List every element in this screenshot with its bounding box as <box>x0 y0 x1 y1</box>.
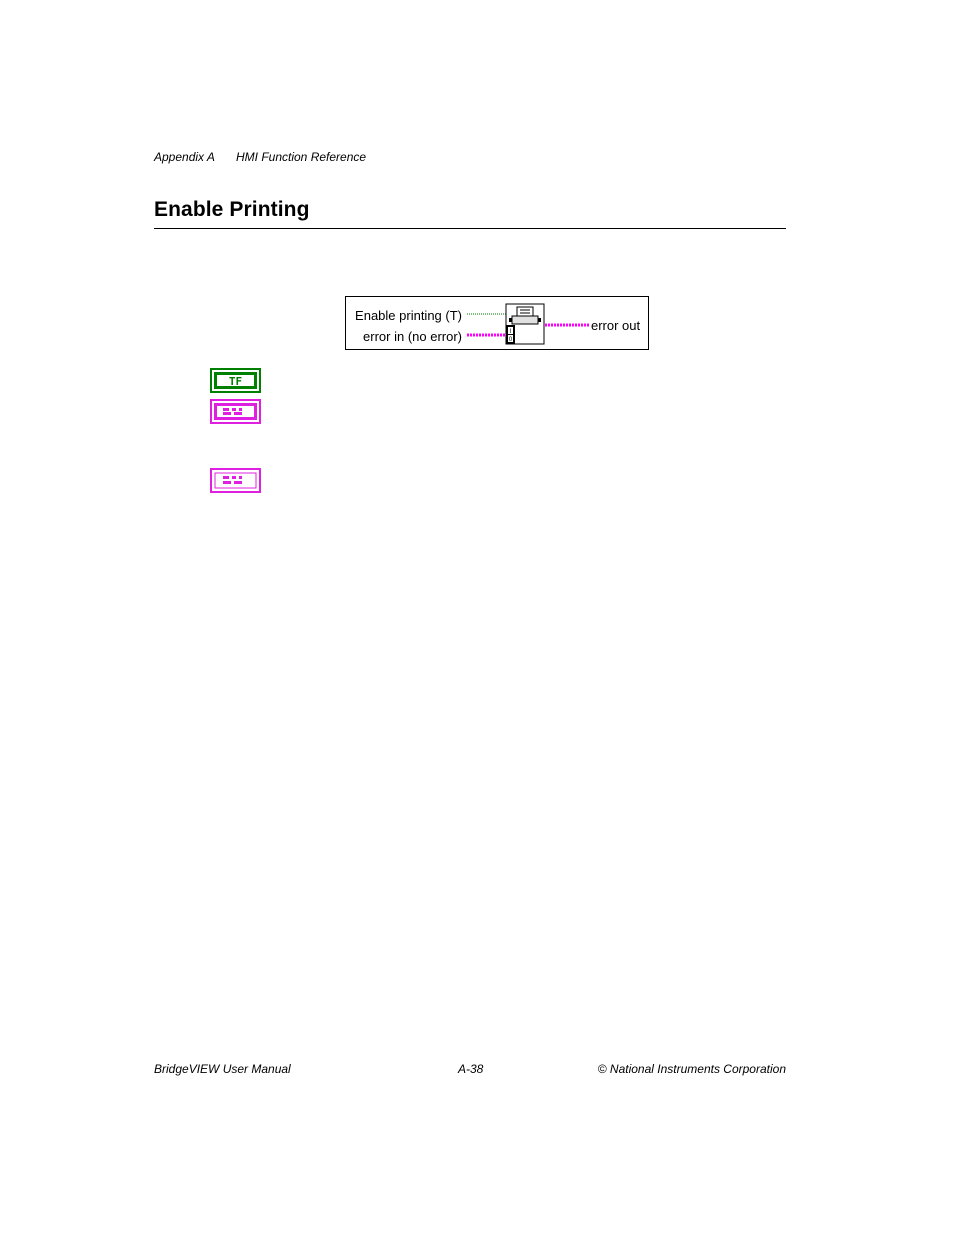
output-label-error-out: error out <box>591 318 641 333</box>
header-chapter-label: HMI Function Reference <box>236 150 367 164</box>
header-appendix-label: Appendix A <box>154 150 215 164</box>
input-label-error-in: error in (no error) <box>363 329 462 344</box>
svg-text:0: 0 <box>508 337 513 343</box>
footer-page-number: A-38 <box>458 1062 484 1076</box>
footer-manual-title: BridgeVIEW User Manual <box>154 1062 291 1076</box>
connector-pane-diagram <box>345 296 649 350</box>
footer-copyright: © National Instruments Corporation <box>597 1062 786 1076</box>
boolean-terminal-icon <box>210 368 261 393</box>
error-in-terminal-icon <box>210 399 261 424</box>
title-rule <box>154 228 786 229</box>
svg-text:I: I <box>509 329 512 335</box>
input-label-enable-printing: Enable printing (T) <box>355 308 462 323</box>
error-out-terminal-icon <box>210 468 261 493</box>
boolean-terminal-text: TF <box>228 375 243 388</box>
page-title: Enable Printing <box>154 198 310 221</box>
printer-icon <box>506 304 544 344</box>
